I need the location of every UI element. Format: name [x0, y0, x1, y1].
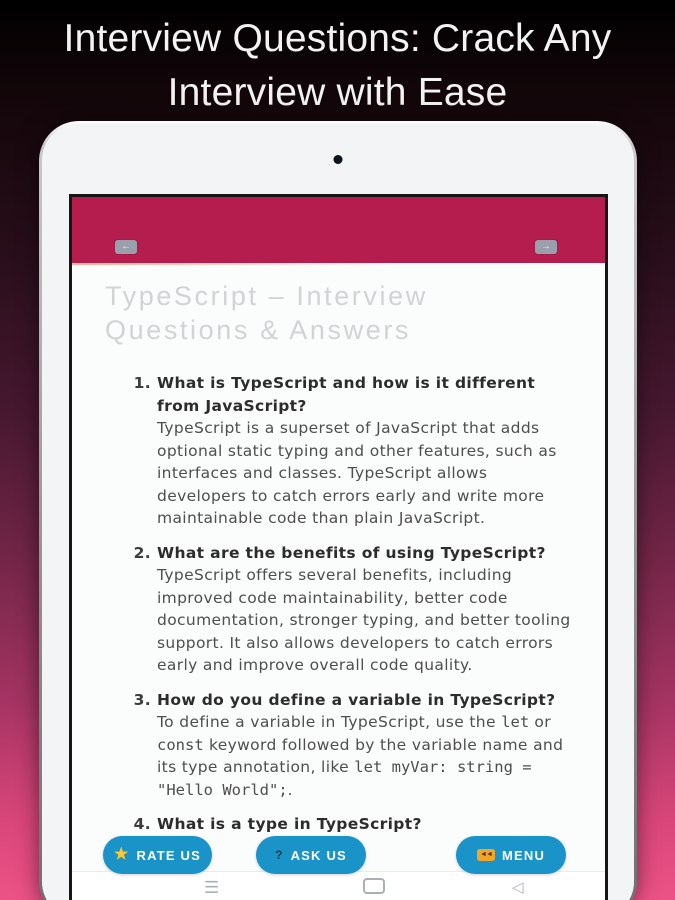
banner-title-line1: Interview Questions: Crack Any — [63, 17, 612, 60]
menu-label: MENU — [501, 847, 546, 863]
qa-number: 1. — [133, 374, 151, 392]
forward-arrow-icon[interactable]: → — [535, 240, 557, 254]
app-header-bar — [72, 197, 605, 263]
qa-body — [157, 689, 573, 802]
back-arrow-icon[interactable]: ← — [115, 240, 137, 254]
ask-icon: ? — [275, 848, 284, 862]
page-title — [105, 279, 585, 347]
qa-answer: To define a variable in TypeScript, use the let or const keyword followed by the variable name and its type annotation, like let myVar: string = "Hello World";. — [157, 713, 564, 799]
qa-item — [125, 542, 573, 677]
qa-item — [125, 813, 573, 836]
front-camera-dot — [334, 155, 343, 164]
menu-card-icon: ◄◄ — [477, 849, 495, 861]
page-title-line2: Questions & Answers — [105, 315, 412, 345]
qa-answer: TypeScript is a superset of JavaScript that adds optional static typing and other features, such as interfaces and classes. TypeScript allows developers to catch errors early and write more maintainable code than plain JavaScript. — [157, 419, 557, 527]
tablet-frame — [39, 121, 637, 900]
page-title-line1: TypeScript – Interview — [105, 281, 428, 311]
qa-question: What are the benefits of using TypeScript? — [157, 543, 546, 562]
article-content — [72, 263, 605, 836]
home-icon[interactable] — [363, 878, 385, 894]
qa-body — [157, 813, 573, 836]
menu-button[interactable] — [456, 836, 566, 874]
qa-item — [125, 689, 573, 802]
qa-answer: TypeScript offers several benefits, including improved code maintainability, better code documentation, stronger typing, and better tooling support. It also allows developers to catch errors early and improve overall code quality. — [157, 566, 571, 674]
back-icon[interactable]: ◁ — [512, 879, 524, 896]
rate-us-button[interactable] — [103, 836, 212, 874]
tablet-bezel — [42, 124, 634, 900]
star-icon: ★ — [113, 846, 130, 863]
recents-icon[interactable]: ☰ — [204, 878, 220, 897]
qa-body — [157, 542, 573, 677]
qa-number: 3. — [133, 690, 151, 709]
ask-us-label: ASK US — [290, 847, 347, 863]
app-screen — [69, 194, 608, 900]
qa-question: What is TypeScript and how is it different from JavaScript? — [157, 374, 536, 415]
qa-body — [157, 372, 573, 530]
banner-title-line2: Interview with Ease — [167, 71, 508, 114]
qa-list — [125, 372, 573, 836]
qa-question: What is a type in TypeScript? — [157, 815, 422, 833]
banner-title — [0, 12, 675, 120]
qa-number: 2. — [133, 543, 151, 562]
android-navigation-bar — [72, 871, 605, 900]
qa-number: 4. — [133, 815, 151, 833]
qa-question: How do you define a variable in TypeScript? — [157, 690, 556, 709]
qa-item — [125, 372, 573, 530]
rate-us-label: RATE US — [136, 847, 202, 863]
ask-us-button[interactable] — [256, 836, 366, 874]
